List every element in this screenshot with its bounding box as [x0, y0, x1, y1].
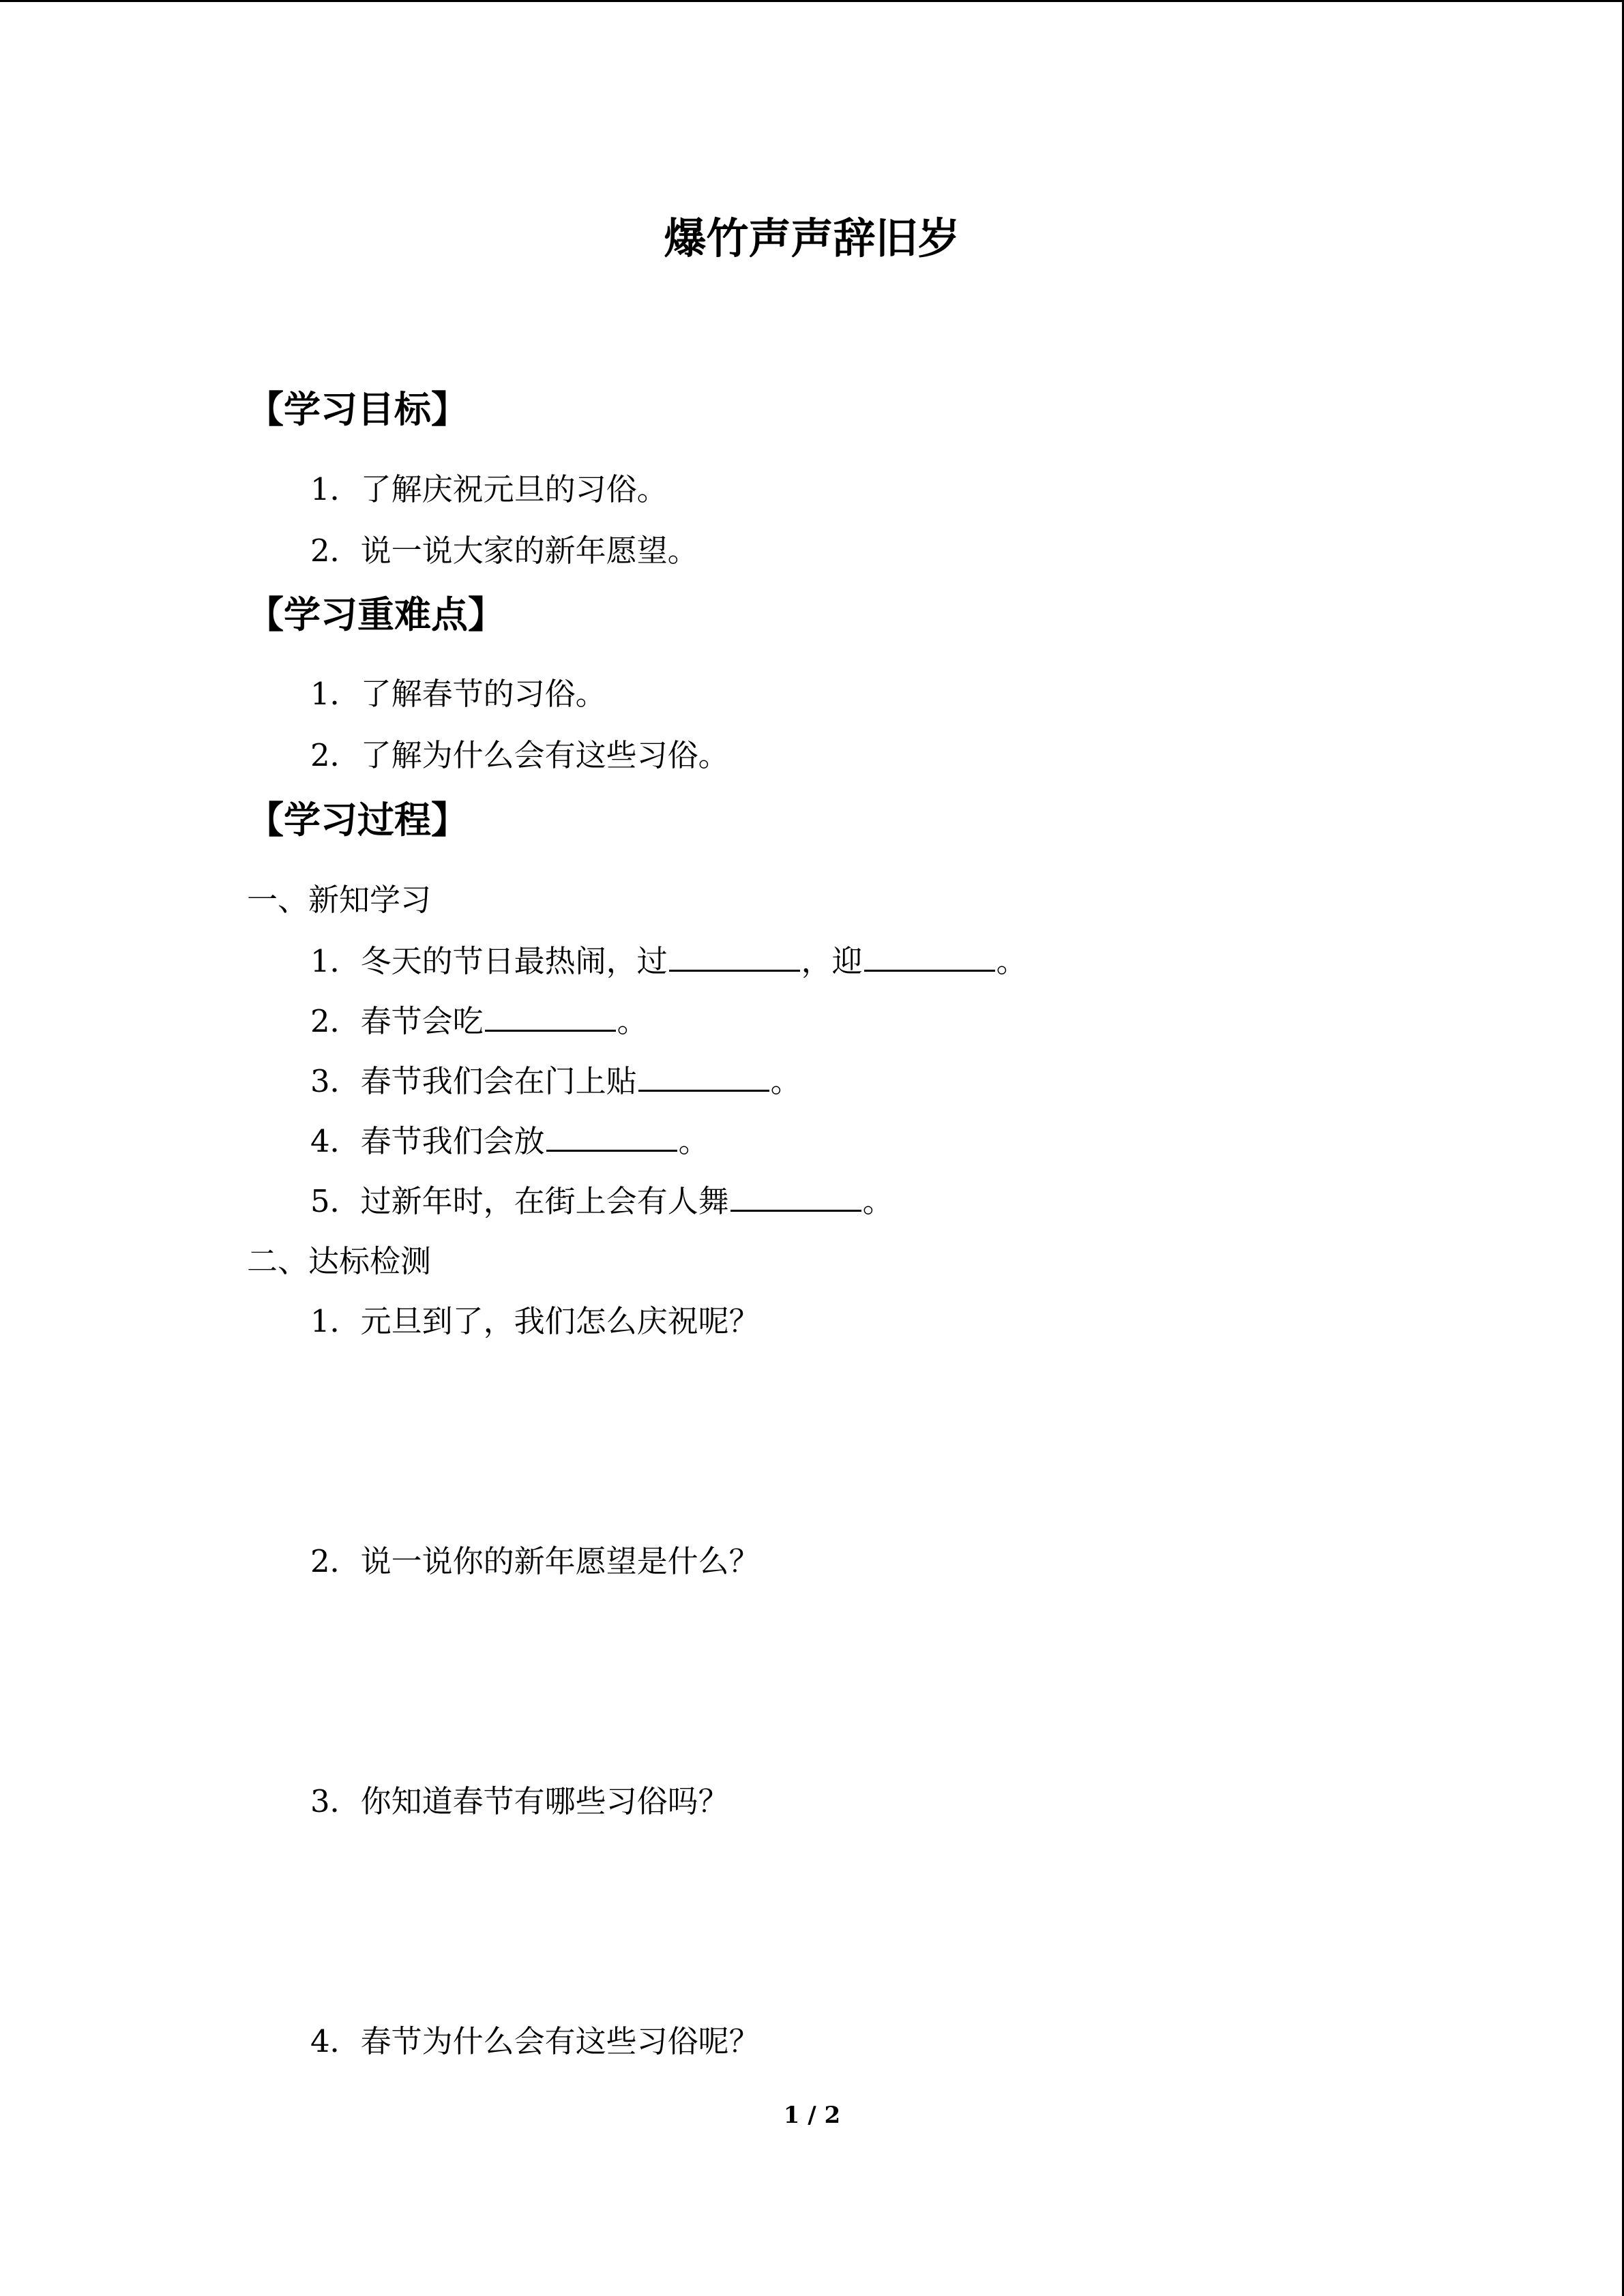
assessment-question-2: 2．说一说你的新年愿望是什么？ — [310, 1543, 760, 1579]
fill-blank-text: 4．春节我们会放 — [310, 1123, 545, 1159]
page-number: 1 / 2 — [783, 2102, 841, 2129]
key-point-item-2: 2．了解为什么会有这些习俗。 — [310, 737, 729, 773]
fill-blank-text: 3．春节我们会在门上贴 — [310, 1063, 637, 1099]
section-new-knowledge-title: 一、新知学习 — [247, 882, 432, 918]
answer-blank[interactable] — [485, 1002, 616, 1032]
fill-blank-text: 2．春节会吃 — [310, 1003, 484, 1039]
assessment-question-4: 4．春节为什么会有这些习俗呢？ — [310, 2023, 760, 2059]
document-title: 爆竹声声辞旧岁 — [664, 213, 960, 263]
fill-blank-text: 1．冬天的节日最热闹，过 — [310, 943, 668, 979]
fill-blank-text: 。 — [617, 1003, 648, 1039]
assessment-question-1: 1．元旦到了，我们怎么庆祝呢？ — [310, 1303, 760, 1339]
key-points-heading: 【学习重难点】 — [247, 593, 505, 636]
answer-blank[interactable] — [638, 1062, 769, 1092]
fill-blank-text: 。 — [996, 943, 1027, 979]
fill-blank-text: 。 — [862, 1183, 894, 1219]
fill-blank-item-1 — [310, 941, 1027, 982]
process-heading: 【学习过程】 — [247, 798, 468, 841]
fill-blank-text: ，迎 — [801, 943, 863, 979]
fill-blank-text: 5．过新年时，在街上会有人舞 — [310, 1183, 729, 1219]
answer-blank[interactable] — [730, 1182, 861, 1212]
fill-blank-item-4 — [310, 1121, 709, 1162]
fill-blank-item-3 — [310, 1061, 801, 1102]
answer-blank[interactable] — [669, 942, 800, 972]
section-assessment-title: 二、达标检测 — [247, 1243, 432, 1279]
fill-blank-item-2 — [310, 1001, 648, 1042]
objective-item-1: 1．了解庆祝元旦的习俗。 — [310, 471, 668, 507]
fill-blank-text: 。 — [678, 1123, 709, 1159]
key-point-item-1: 1．了解春节的习俗。 — [310, 676, 606, 712]
objectives-heading: 【学习目标】 — [247, 387, 468, 431]
objective-item-2: 2．说一说大家的新年愿望。 — [310, 533, 698, 569]
answer-blank[interactable] — [546, 1122, 677, 1152]
fill-blank-text: 。 — [770, 1063, 801, 1099]
page-border-top — [0, 0, 1624, 2]
assessment-question-3: 3．你知道春节有哪些习俗吗？ — [310, 1783, 729, 1819]
fill-blank-item-5 — [310, 1181, 894, 1222]
answer-blank[interactable] — [864, 942, 995, 972]
